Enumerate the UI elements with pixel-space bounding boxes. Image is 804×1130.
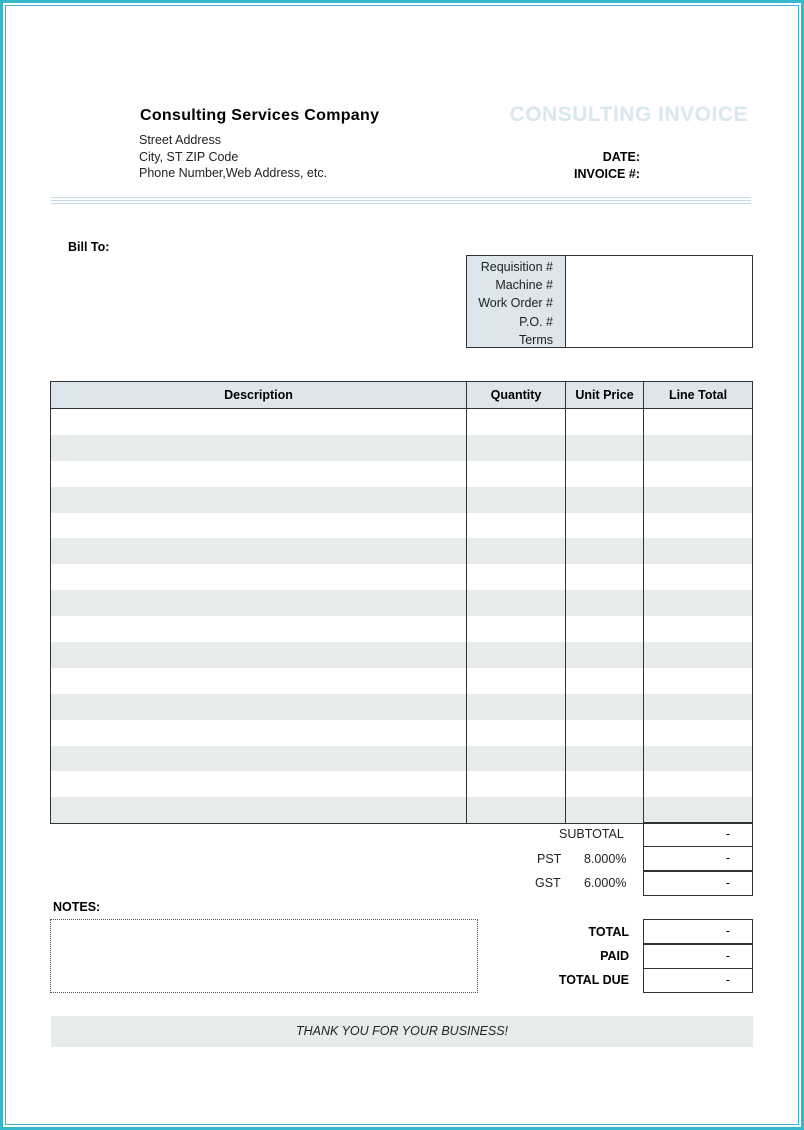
table-row[interactable] <box>51 409 752 435</box>
company-contact: Phone Number,Web Address, etc. <box>139 166 328 180</box>
reference-values[interactable] <box>566 256 752 347</box>
invoice-title: CONSULTING INVOICE <box>509 103 748 126</box>
invoice-number-label: INVOICE #: <box>574 167 640 181</box>
table-row[interactable] <box>51 694 752 720</box>
notes-box[interactable] <box>50 919 478 993</box>
total-label: TOTAL <box>588 925 629 939</box>
table-row[interactable] <box>51 461 752 487</box>
table-row[interactable] <box>51 720 752 746</box>
header-rule-3 <box>51 203 751 204</box>
pst-rate: 8.000% <box>584 852 627 866</box>
total-value[interactable]: - <box>643 919 753 944</box>
table-row[interactable] <box>51 642 752 668</box>
work-order-label: Work Order # <box>478 296 553 311</box>
paid-value[interactable]: - <box>643 944 753 969</box>
table-row[interactable] <box>51 616 752 642</box>
date-label: DATE: <box>602 150 640 164</box>
requisition-label: Requisition # <box>480 260 553 274</box>
reference-box <box>466 255 753 348</box>
po-label: P.O. # <box>519 314 553 329</box>
table-row[interactable] <box>51 668 752 694</box>
company-street: Street Address <box>139 133 221 147</box>
table-row[interactable] <box>51 771 752 797</box>
subtotal-label: SUBTOTAL <box>559 827 624 841</box>
quantity-header: Quantity <box>467 382 566 408</box>
pst-value[interactable]: - <box>643 846 753 871</box>
total-due-value[interactable]: - <box>643 968 753 993</box>
gst-rate: 6.000% <box>584 876 627 890</box>
items-table <box>50 381 753 824</box>
table-row[interactable] <box>51 746 752 772</box>
gst-value[interactable]: - <box>643 871 753 896</box>
table-row[interactable] <box>51 797 752 823</box>
table-row[interactable] <box>51 564 752 590</box>
reference-labels <box>467 256 566 347</box>
pst-label: PST <box>537 852 562 866</box>
table-row[interactable] <box>51 487 752 513</box>
unit-price-header: Unit Price <box>566 382 644 408</box>
items-table-header <box>51 382 752 409</box>
column-divider <box>565 409 566 823</box>
notes-label: NOTES: <box>53 900 101 914</box>
items-table-body[interactable] <box>51 409 752 823</box>
terms-label: Terms <box>518 332 553 347</box>
subtotal-value[interactable]: - <box>643 822 753 847</box>
column-divider <box>466 409 467 823</box>
table-row[interactable] <box>51 435 752 461</box>
description-header: Description <box>51 382 467 408</box>
machine-label: Machine # <box>495 278 553 293</box>
thank-you-banner: THANK YOU FOR YOUR BUSINESS! <box>51 1016 753 1047</box>
paid-label: PAID <box>600 949 629 963</box>
company-name: Consulting Services Company <box>140 107 380 124</box>
gst-label: GST <box>535 876 561 890</box>
header-rule-2 <box>51 200 751 201</box>
table-row[interactable] <box>51 590 752 616</box>
column-divider <box>643 409 644 823</box>
line-total-header: Line Total <box>668 388 728 402</box>
total-due-label: TOTAL DUE <box>558 973 629 987</box>
table-row[interactable] <box>51 538 752 564</box>
header-rule-1 <box>51 197 751 198</box>
company-city: City, ST ZIP Code <box>139 150 239 164</box>
table-row[interactable] <box>51 513 752 539</box>
bill-to-label: Bill To: <box>68 240 110 254</box>
